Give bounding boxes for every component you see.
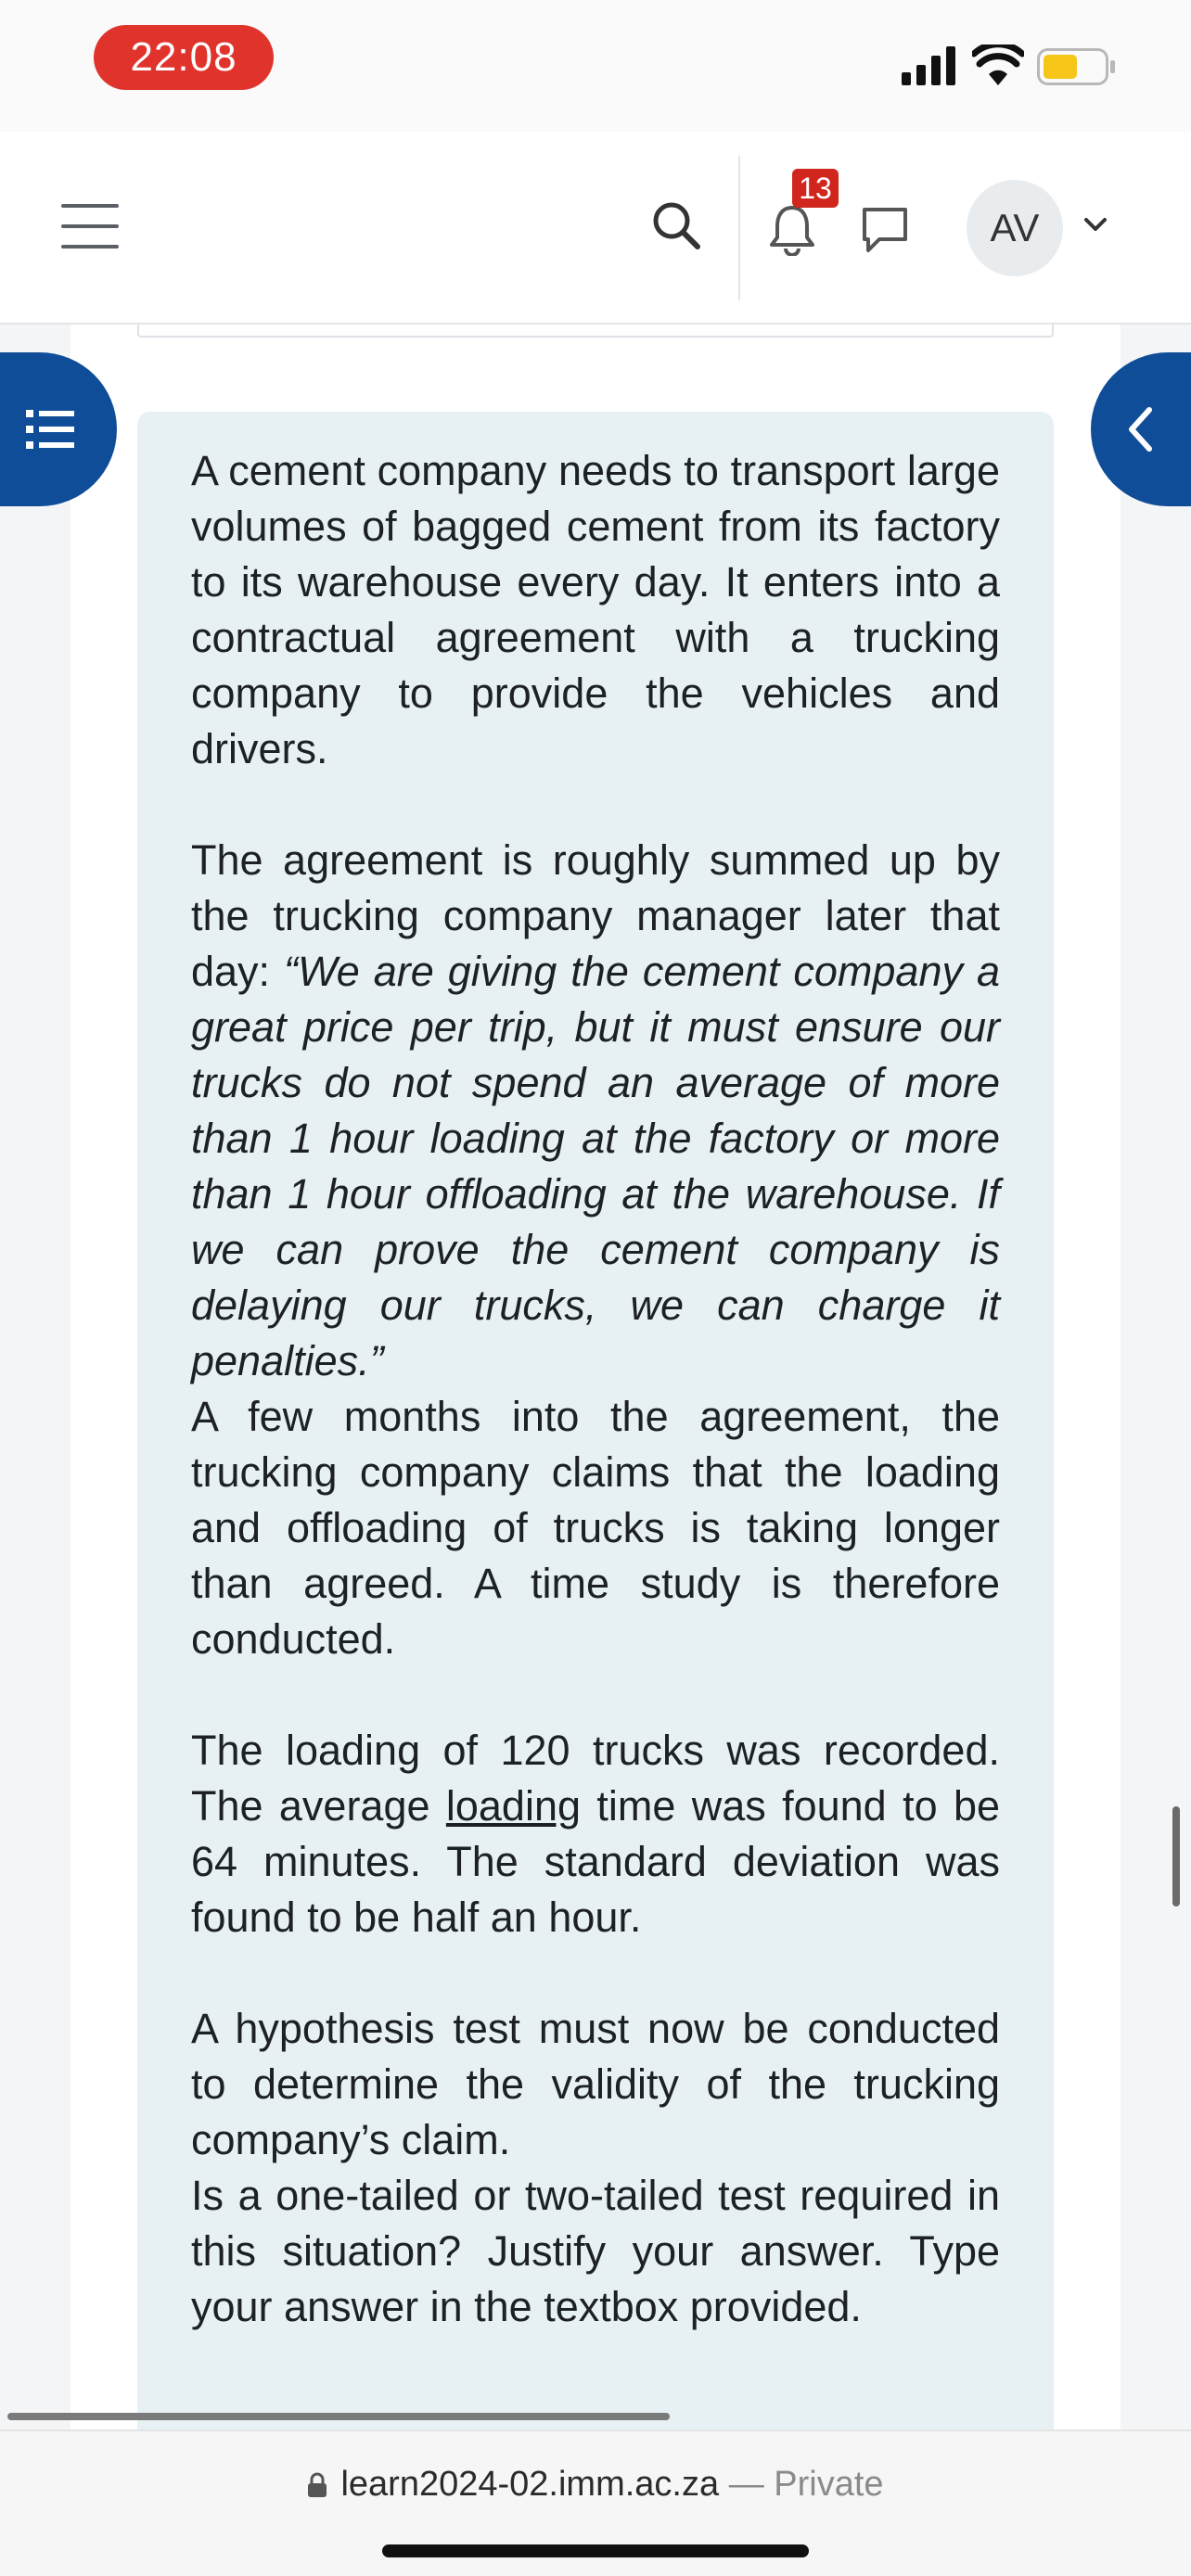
question-p4-underlined: loading [445,1782,582,1830]
question-paragraph-1: A cement company needs to transport large volumes of bagged cement from its factory to its warehouse every day. It enters into a contractual agreement with a trucking company to provide the vehicles and drivers. [191,447,1000,772]
search-icon[interactable] [651,200,701,250]
question-paragraph-5: A hypothesis test must now be conducted to determine the validity of the trucking company’s claim. [191,2005,1000,2163]
question-paragraph-6: Is a one-tailed or two-tailed test required in this situation? Justify your answer. Type your answer in the textbox provided. [191,2172,1000,2330]
url-line[interactable] [0,2465,1191,2505]
question-p2-quote: “We are giving the cement company a great price per trip, but it must ensure our trucks do not spend an average of more than 1 hour loading at the factory or more than 1 hour offloading at the warehouse. If we can prove the cement company is delaying our trucks, we can charge it penalties.” [191,948,1000,1384]
question-p2-intro: The agreement is roughly summed up by the trucking company manager later that day: [191,836,1000,995]
bell-icon[interactable] [768,202,816,256]
vertical-scrollbar[interactable] [1172,1806,1180,1906]
question-p4-b: time was found to be 64 minutes. The standard deviation was found to be half an hour. [191,1782,1000,1941]
home-indicator[interactable] [382,2544,809,2557]
lock-icon [307,2472,327,2498]
private-mode-label: Private [774,2465,884,2504]
url-separator: — [728,2465,764,2504]
notification-badge: 13 [792,169,839,208]
horizontal-scrollbar[interactable] [7,2413,670,2420]
chevron-left-icon [1126,406,1154,453]
app-header [0,132,1191,325]
status-time: 22:08 [94,25,274,90]
chat-icon[interactable] [859,204,911,256]
chevron-down-icon[interactable] [1083,217,1108,234]
question-paragraph-2 [191,833,1000,1389]
signal-icon [902,46,959,85]
wifi-icon [972,45,1024,85]
question-p4-a: The loading of 120 trucks was recorded. The average [191,1727,1000,1830]
browser-url-bar[interactable] [0,2429,1191,2576]
hamburger-menu-icon[interactable] [61,204,119,250]
user-avatar[interactable]: AV [967,180,1063,276]
previous-box-edge [137,325,1054,338]
header-divider [738,156,740,300]
question-text [191,443,1000,2335]
status-bar [0,0,1191,132]
battery-icon [1037,48,1117,85]
list-icon [26,408,74,451]
question-paragraph-4 [191,1723,1000,1945]
url-text: learn2024-02.imm.ac.za [340,2465,720,2504]
question-paragraph-3: A few months into the agreement, the trucking company claims that the loading and offloading of trucks is taking longer than agreed. A time study is therefore conducted. [191,1393,1000,1663]
